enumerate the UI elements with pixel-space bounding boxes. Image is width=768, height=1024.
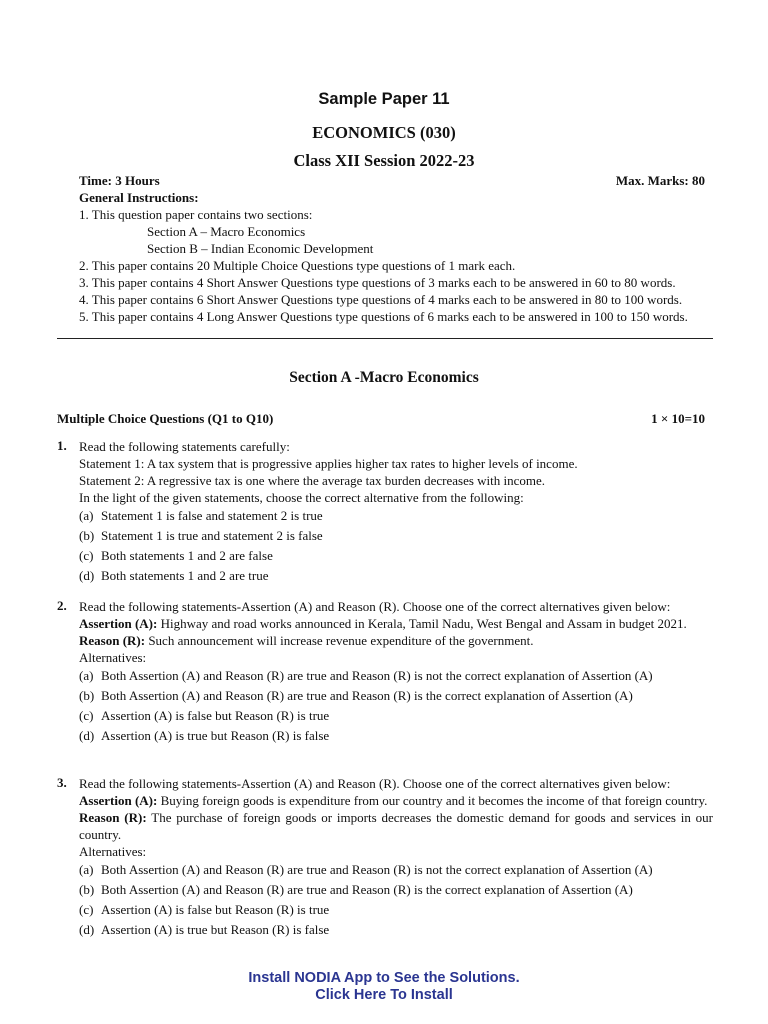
question-text: Read the following statements carefully:	[79, 439, 290, 454]
subject-title: ECONOMICS (030)	[312, 123, 456, 142]
instruction-line: Section A – Macro Economics	[147, 224, 306, 239]
class-session: Class XII Session 2022-23	[293, 151, 475, 170]
option-c: (c) Both statements 1 and 2 are false	[79, 548, 273, 563]
reason: Reason (R): Such announcement will increase revenue expenditure of the government.	[79, 633, 534, 648]
question-number: 3.	[57, 775, 67, 790]
instruction-line: Section B – Indian Economic Development	[147, 241, 374, 256]
question-intro: Read the following statements-Assertion (A) and Reason (R). Choose one of the correct alternatives given below:	[79, 776, 671, 791]
question-text: Statement 1: A tax system that is progressive applies higher tax rates to higher levels of income.	[79, 456, 578, 471]
question-intro: Read the following statements-Assertion (A) and Reason (R). Choose one of the correct alternatives given below:	[79, 599, 671, 614]
reason: Reason (R): The purchase of foreign goods or imports decreases the domestic demand for goods and services in our country.	[79, 810, 714, 842]
question-number: 1.	[57, 438, 67, 453]
instruction-line: 2. This paper contains 20 Multiple Choice Questions type questions of 1 mark each.	[79, 258, 516, 273]
option-a: (a) Statement 1 is false and statement 2 is true	[79, 508, 323, 523]
option-c: (c) Assertion (A) is false but Reason (R) is true	[79, 902, 330, 917]
question-number: 2.	[57, 598, 67, 613]
mcq-heading: Multiple Choice Questions (Q1 to Q10)	[57, 411, 274, 426]
general-instructions	[79, 206, 688, 325]
option-a: (a) Both Assertion (A) and Reason (R) are true and Reason (R) is not the correct explanation of Assertion (A)	[79, 862, 653, 877]
click-install-link[interactable]: Click Here To Install	[315, 987, 453, 1003]
assertion: Assertion (A): Buying foreign goods is expenditure from our country and it becomes the income of that foreign country.	[79, 793, 708, 808]
instructions-heading: General Instructions:	[79, 190, 199, 205]
option-b: (b) Statement 1 is true and statement 2 is false	[79, 528, 323, 543]
install-app-text[interactable]: Install NODIA App to See the Solutions.	[248, 970, 520, 986]
paper-title: Sample Paper 11	[318, 90, 450, 108]
alternatives-label: Alternatives:	[79, 650, 147, 665]
assertion: Assertion (A): Highway and road works announced in Kerala, Tamil Nadu, West Bengal and Assam in budget 2021.	[79, 616, 687, 631]
option-a: (a) Both Assertion (A) and Reason (R) are true and Reason (R) is not the correct explanation of Assertion (A)	[79, 668, 653, 683]
max-marks: Max. Marks: 80	[615, 173, 705, 188]
install-app-link[interactable]	[0, 970, 768, 1004]
time-label: Time: 3 Hours	[79, 173, 160, 188]
option-b: (b) Both Assertion (A) and Reason (R) are true and Reason (R) is the correct explanation of Assertion (A)	[79, 882, 633, 897]
alternatives-label: Alternatives:	[79, 844, 147, 859]
question-text: Statement 2: A regressive tax is one where the average tax burden decreases with income.	[79, 473, 546, 488]
divider	[57, 338, 713, 339]
option-d: (d) Both statements 1 and 2 are true	[79, 568, 269, 583]
option-c: (c) Assertion (A) is false but Reason (R) is true	[79, 708, 330, 723]
instruction-line: 3. This paper contains 4 Short Answer Questions type questions of 3 marks each to be answered in 60 to 80 words.	[79, 275, 676, 290]
question-text: In the light of the given statements, choose the correct alternative from the following:	[79, 490, 524, 505]
mcq-marks: 1 × 10=10	[651, 411, 705, 426]
option-d: (d) Assertion (A) is true but Reason (R) is false	[79, 728, 330, 743]
section-a-title: Section A -Macro Economics	[289, 369, 479, 386]
instruction-line: 4. This paper contains 6 Short Answer Questions type questions of 4 marks each to be answered in 80 to 100 words.	[79, 292, 683, 307]
instruction-line: 1. This question paper contains two sections:	[79, 207, 313, 222]
instruction-line: 5. This paper contains 4 Long Answer Questions type questions of 6 marks each to be answered in 100 to 150 words.	[79, 309, 688, 324]
option-b: (b) Both Assertion (A) and Reason (R) are true and Reason (R) is the correct explanation of Assertion (A)	[79, 688, 633, 703]
option-d: (d) Assertion (A) is true but Reason (R) is false	[79, 922, 330, 937]
